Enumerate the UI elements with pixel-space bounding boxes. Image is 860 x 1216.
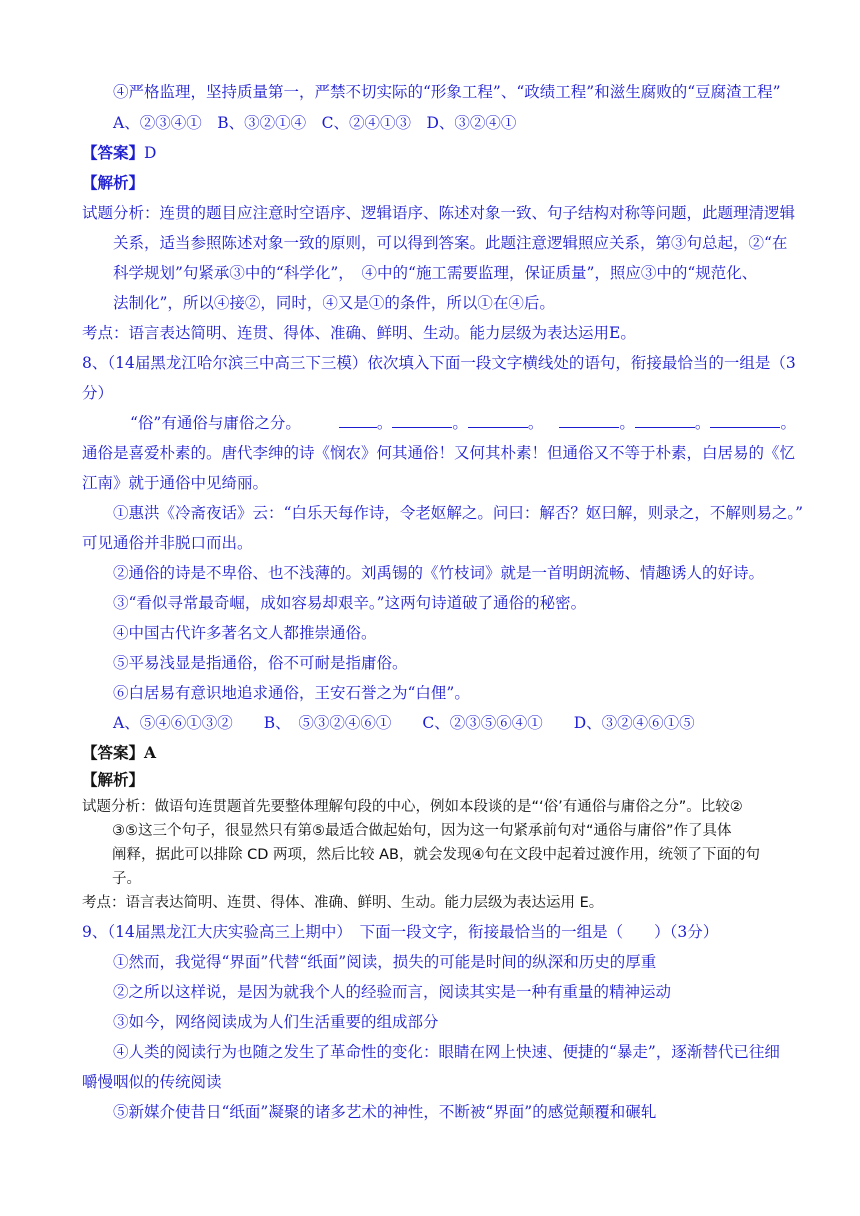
q7-kaodian: 考点：语言表达简明、连贯、得体、准确、鲜明、生动。能力层级为表达运用E。: [82, 324, 636, 342]
answer-value: D: [144, 144, 157, 162]
blank-3: [468, 413, 528, 428]
period: 。: [780, 414, 796, 432]
q7-options: A、②③④① B、③②①④ C、②④①③ D、③②④①: [113, 114, 517, 132]
q8-analysis-line-4: 子。: [112, 871, 141, 887]
q9-item-4-line-2: 嚼慢咽似的传统阅读: [82, 1073, 222, 1091]
q8-item-6: ⑥白居易有意识地追求通俗，王安石誉之为“白俚”。: [113, 684, 470, 702]
answer-label: 【答案】: [82, 143, 145, 162]
q9-item-4-line-1: ④人类的阅读行为也随之发生了革命性的变化：眼睛在网上快速、便捷的“暴走”，逐渐替代已往细: [113, 1043, 780, 1061]
q8-item-5: ⑤平易浅显是指通俗，俗不可耐是指庸俗。: [113, 654, 408, 672]
q8-item-3: ③“看似寻常最奇崛，成如容易却艰辛。”这两句诗道破了通俗的秘密。: [113, 594, 587, 612]
q7-analysis-line-3: 科学规划”句紧承③中的“科学化”， ④中的“施工需要监理，保证质量”，照应③中的“规范化、: [113, 264, 758, 282]
answer-value: A: [144, 743, 157, 762]
period: 。: [619, 414, 635, 432]
q8-stem-line-2: 分）: [82, 384, 114, 402]
q8-analysis-line-2: ③⑤这三个句子，很显然只有第⑤最适合做起始句，因为这一句紧承前句对“通俗与庸俗”作了具体: [112, 823, 732, 839]
q8-item-1-line-2: 可见通俗并非脱口而出。: [82, 534, 253, 552]
passage-start: “俗”有通俗与庸俗之分。: [130, 414, 301, 432]
period: 。: [694, 414, 711, 432]
q7-analysis-label: 【解析】: [82, 173, 145, 192]
q8-analysis-line-3: 阐释，据此可以排除 CD 两项，然后比较 AB，就会发现④句在文段中起着过渡作用，统领了下面的句: [112, 847, 760, 863]
blank-4: [559, 413, 619, 428]
q7-analysis-line-1: 试题分析：连贯的题目应注意时空语序、逻辑语序、陈述对象一致、句子结构对称等问题，此题理清逻辑: [82, 204, 796, 222]
q9-item-1: ①然而，我觉得“界面”代替“纸面”阅读，损失的可能是时间的纵深和历史的厚重: [113, 953, 657, 971]
q8-options: A、⑤④⑥①③② B、 ⑤③②④⑥① C、②③⑤⑥④① D、③②④⑥①⑤: [113, 714, 695, 732]
answer-label: 【答案】: [82, 743, 145, 762]
q8-passage-line-2: 通俗是喜爱朴素的。唐代李绅的诗《悯农》何其通俗！又何其朴素！但通俗又不等于朴素，白居易的《忆: [82, 444, 796, 462]
q8-passage-line-3: 江南》就于通俗中见绮丽。: [82, 474, 269, 492]
period: 。: [376, 414, 393, 432]
q9-item-3: ③如今，网络阅读成为人们生活重要的组成部分: [113, 1013, 439, 1031]
q7-analysis-line-2: 关系，适当参照陈述对象一致的原则，可以得到答案。此题注意逻辑照应关系，第③句总起，②“在: [113, 234, 788, 252]
q8-analysis-label: 【解析】: [82, 770, 145, 789]
q8-kaodian: 考点：语言表达简明、连贯、得体、准确、鲜明、生动。能力层级为表达运用 E。: [82, 895, 604, 911]
q8-item-4: ④中国古代许多著名文人都推崇通俗。: [113, 624, 377, 642]
q8-answer: [82, 743, 156, 763]
q9-item-2: ②之所以这样说，是因为就我个人的经验而言，阅读其实是一种有重量的精神运动: [113, 983, 672, 1001]
blank-6: [710, 413, 780, 428]
blank-1: [339, 413, 377, 428]
q8-stem-line-1: 8、（14届黑龙江哈尔滨三中高三下三模）依次填入下面一段文字横线处的语句，衔接最恰当的一组是（3: [82, 354, 796, 372]
q7-item-4: ④严格监理，坚持质量第一，严禁不切实际的“形象工程”、“政绩工程”和滋生腐败的“豆腐渣工程”: [113, 83, 781, 101]
q8-analysis-line-1: 试题分析：做语句连贯题首先要整体理解句段的中心，例如本段谈的是“‘俗’有通俗与庸俗之分”。比较②: [82, 799, 743, 815]
q8-passage-line-1: [130, 413, 796, 433]
blank-5: [635, 413, 695, 428]
q9-stem: 9、（14届黑龙江大庆实验高三上期中） 下面一段文字，衔接最恰当的一组是（ ）（3分）: [82, 923, 719, 941]
q8-item-1-line-1: ①惠洪《冷斋夜话》云：“白乐天每作诗，令老妪解之。问曰：解否？妪曰解，则录之，不解则易之。”: [113, 504, 804, 522]
period: 。: [452, 414, 468, 432]
q7-answer: [82, 143, 156, 163]
period: 。: [527, 414, 544, 432]
q9-item-5: ⑤新媒介使昔日“纸面”凝聚的诸多艺术的神性，不断被“界面”的感觉颠覆和碾轧: [113, 1103, 657, 1121]
q8-item-2: ②通俗的诗是不卑俗、也不浅薄的。刘禹锡的《竹枝词》就是一首明朗流畅、情趣诱人的好诗。: [113, 564, 765, 582]
q7-analysis-line-4: 法制化”，所以④接②，同时，④又是①的条件，所以①在④后。: [113, 294, 555, 312]
blank-2: [392, 413, 452, 428]
